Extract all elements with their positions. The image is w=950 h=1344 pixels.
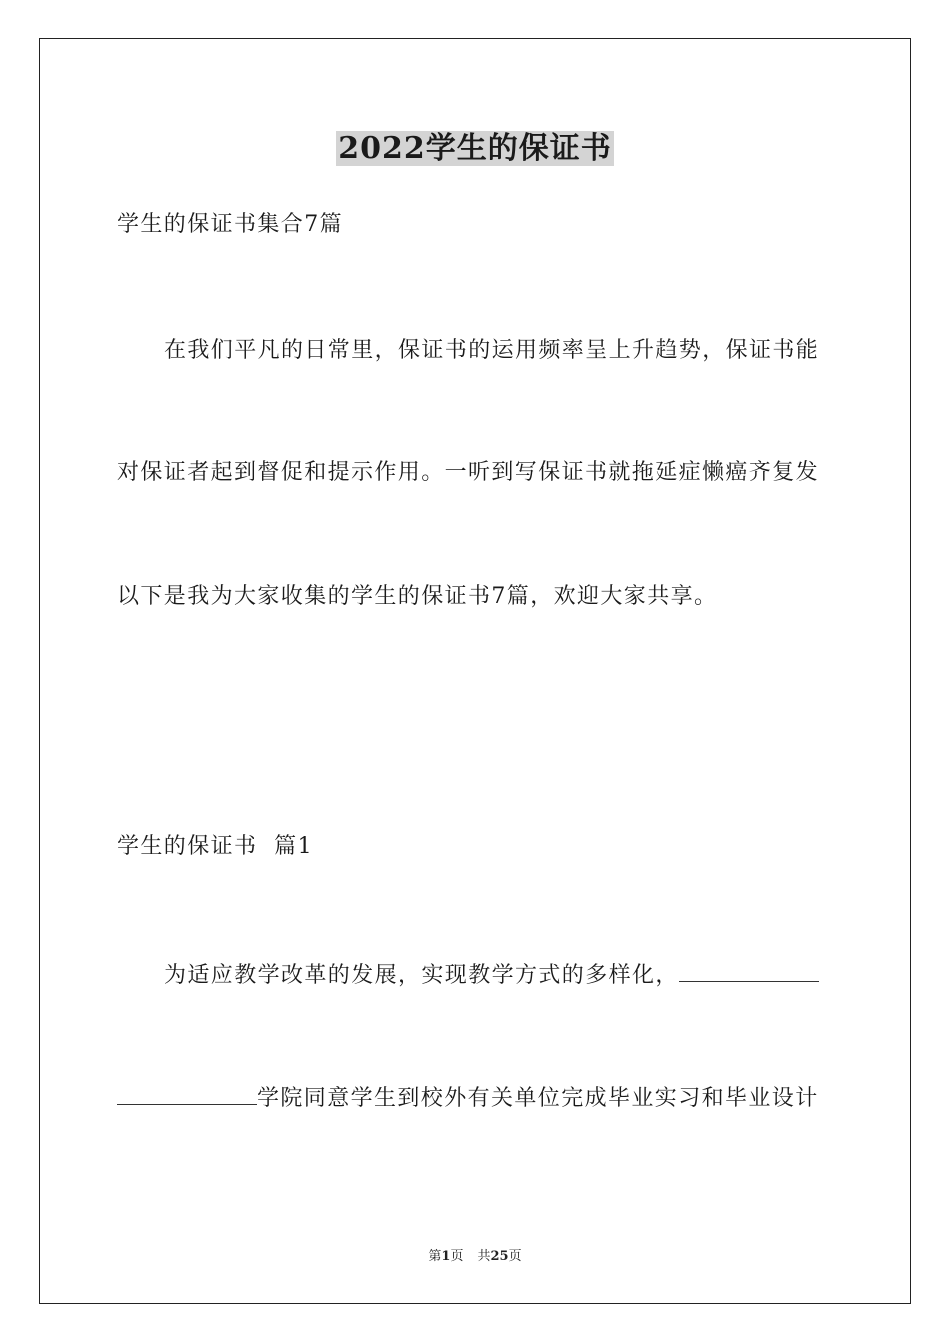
page-footer — [0, 1248, 950, 1266]
intro-line-2: 对保证者起到督促和提示作用。一听到写保证书就拖延症懒癌齐复发 — [117, 460, 820, 485]
intro-line-3: 以下是我为大家收集的学生的保证书7篇，欢迎大家共享。 — [117, 584, 718, 609]
footer-total-suffix: 页 — [508, 1249, 522, 1264]
fill-in-blank-1 — [679, 957, 819, 982]
section-line-2-text: 学院同意学生到校外有关单位完成毕业实习和毕业设计 — [257, 1086, 819, 1111]
fill-in-blank-2 — [117, 1080, 257, 1105]
document-title-block — [0, 128, 950, 170]
footer-page-number: 1 — [441, 1249, 451, 1264]
footer-page-suffix: 页 — [450, 1249, 464, 1264]
intro-line-1: 在我们平凡的日常里，保证书的运用频率呈上升趋势，保证书能 — [164, 338, 820, 363]
footer-page-prefix: 第 — [428, 1249, 442, 1264]
footer-total-pages: 25 — [490, 1249, 509, 1264]
document-subtitle: 学生的保证书集合7篇 — [117, 212, 343, 237]
section-paragraph-line-1 — [164, 957, 819, 991]
footer-total-prefix: 共 — [477, 1249, 491, 1264]
section-paragraph-line-2 — [117, 1080, 819, 1114]
section-heading: 学生的保证书 篇1 — [117, 834, 313, 859]
document-title: 2022学生的保证书 — [338, 131, 612, 166]
section-line-1-text: 为适应教学改革的发展，实现教学方式的多样化， — [164, 963, 679, 988]
